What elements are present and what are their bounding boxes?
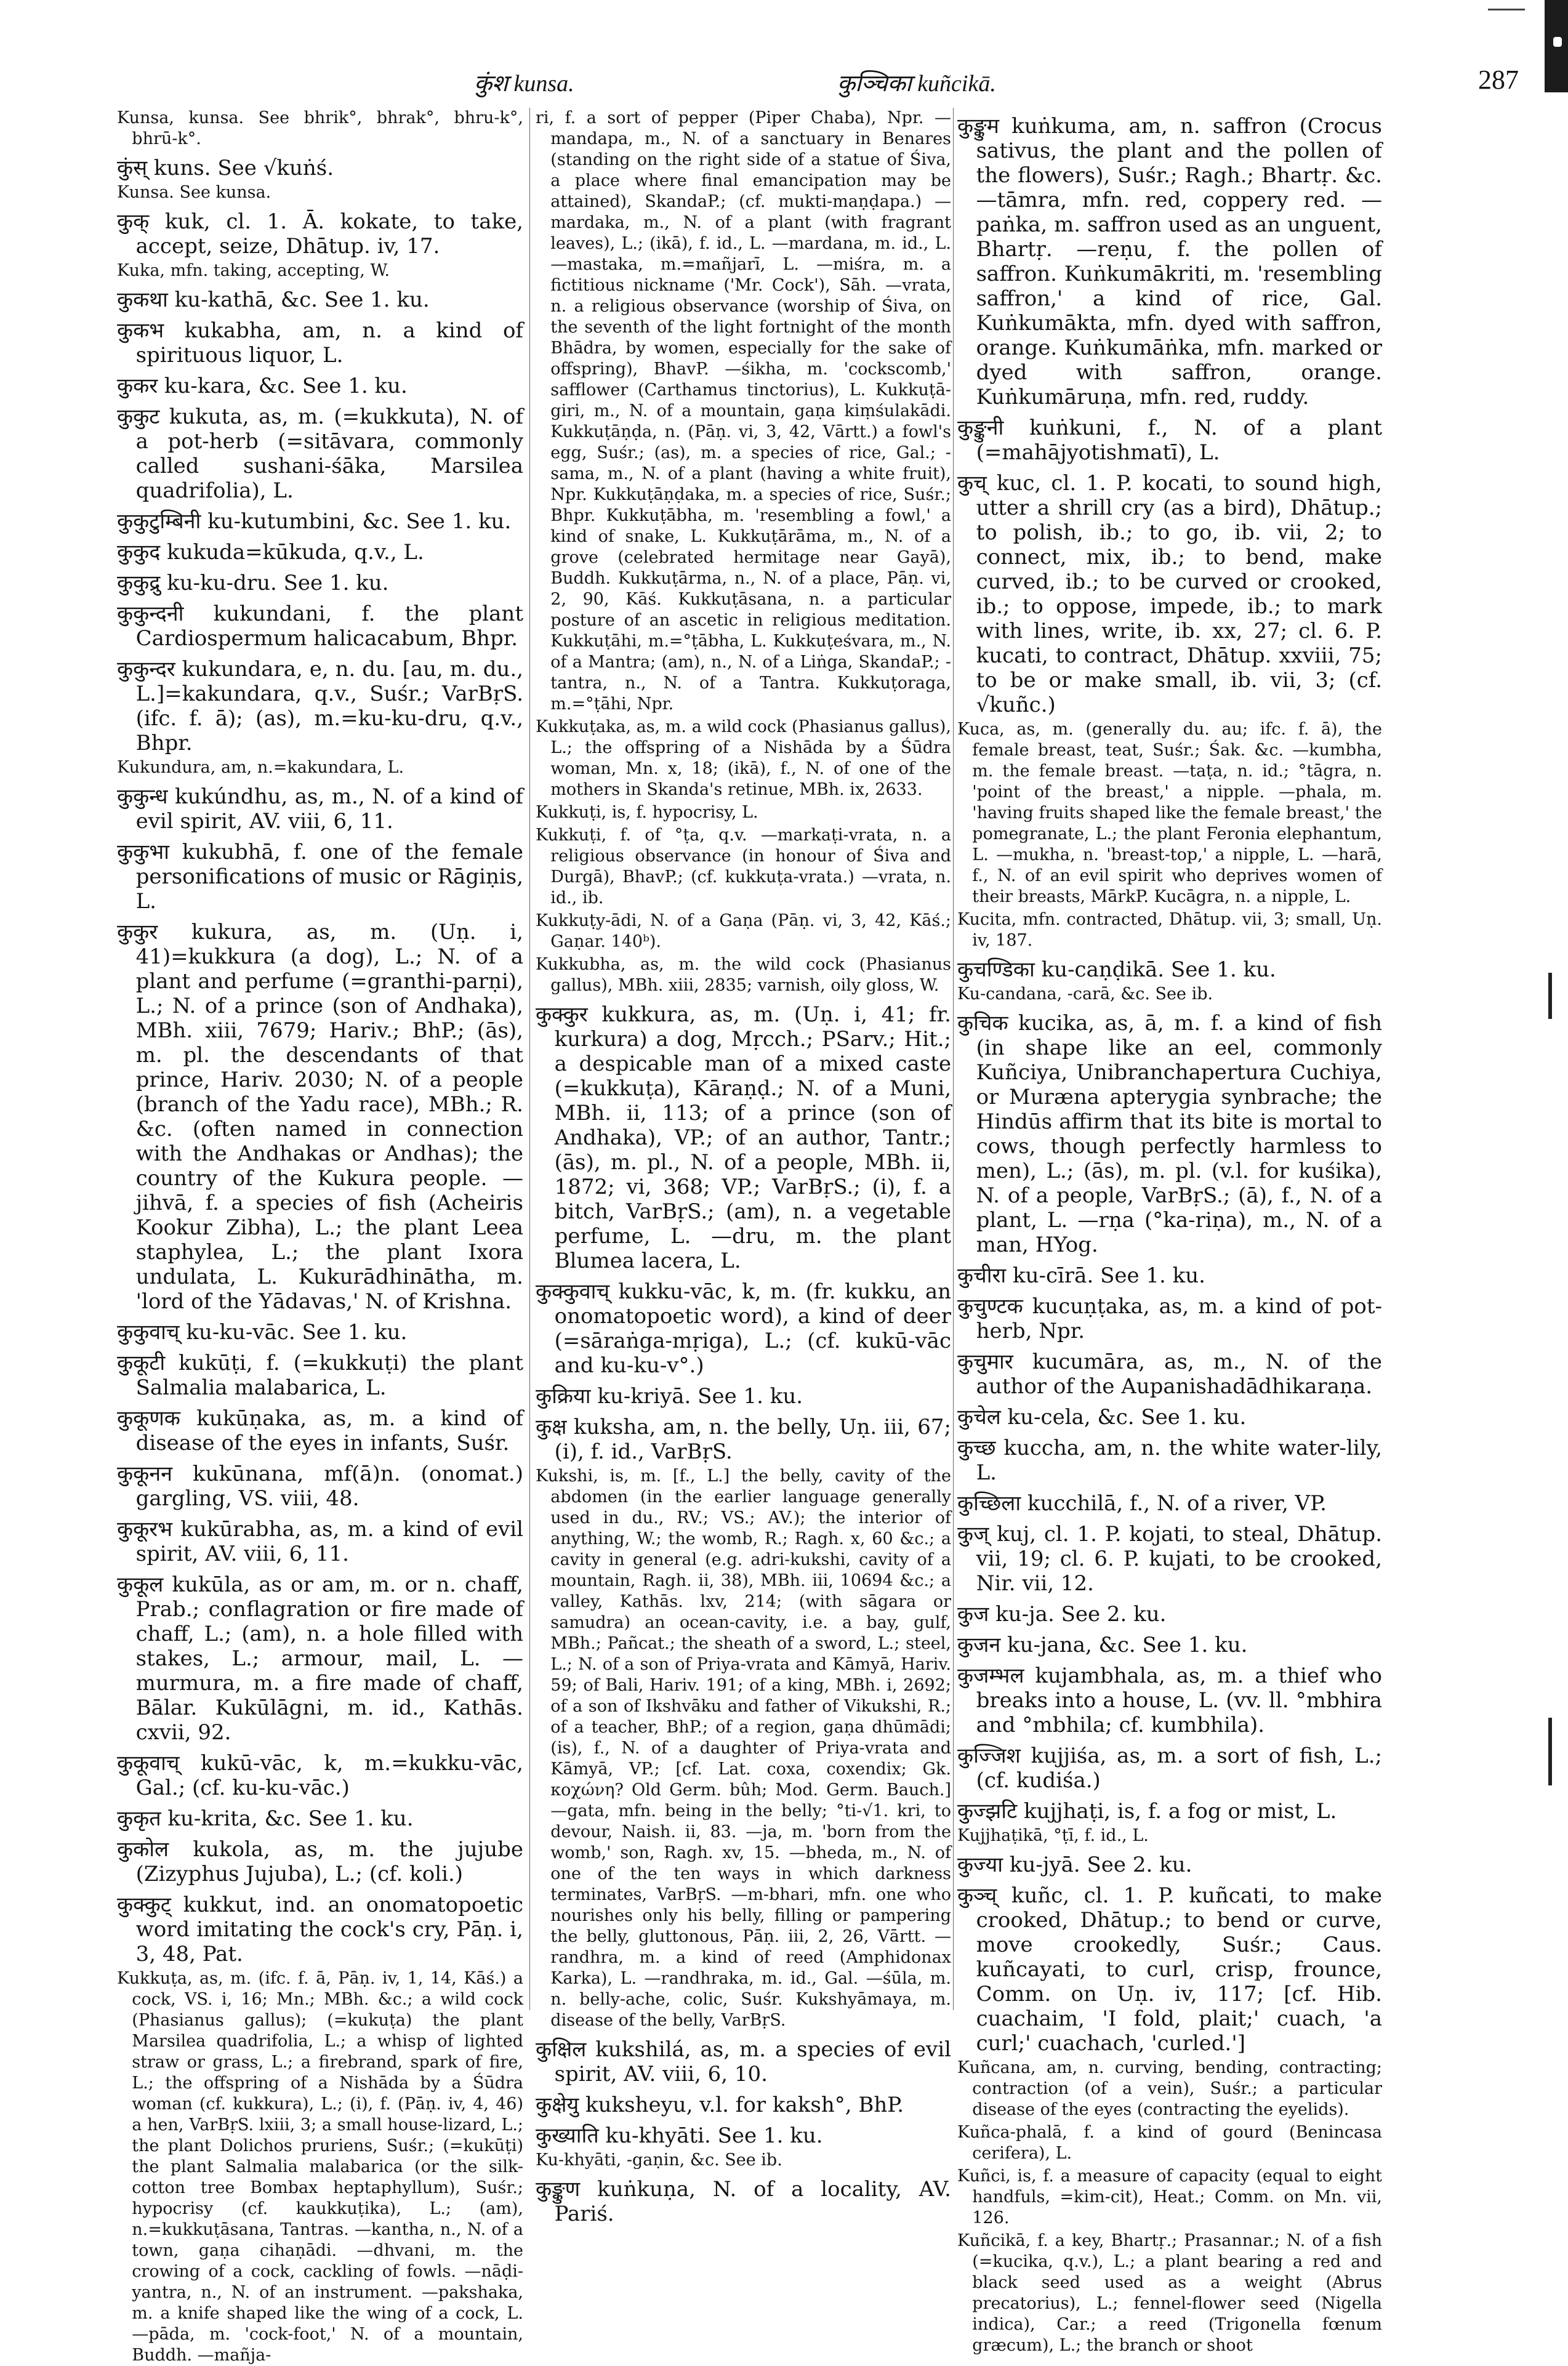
dictionary-entry: कुक्कुवाच् kukku-vāc, k, m. (fr. kukku, an onomatopoetic word), a kind of deer (=sāraṅga-mṛiga), L.; (cf. kukū-vāc and ku-ku-v°.): [536, 1279, 951, 1378]
dictionary-entry: कुच्छ kuccha, am, n. the white water-lily, L.: [957, 1436, 1382, 1485]
dictionary-entry: कुक्षिल kukshilá, as, m. a species of evil spirit, AV. viii, 6, 10.: [536, 2037, 951, 2086]
dictionary-entry: कुज् kuj, cl. 1. P. kojati, to steal, Dhātup. vii, 19; cl. 6. P. kujati, to be crooked, Nir. vii, 12.: [957, 1522, 1382, 1596]
dictionary-entry: कुचीरा ku-cīrā. See 1. ku.: [957, 1263, 1205, 1288]
dictionary-entry: कुकथा ku-kathā, &c. See 1. ku.: [117, 288, 430, 312]
dictionary-entry: कुचुण्टक kucuṇṭaka, as, m. a kind of pot-herb, Npr.: [957, 1294, 1382, 1343]
dictionary-entry: Kukkuṭi, is, f. hypocrisy, L.: [536, 803, 758, 822]
dictionary-entry: कुक्कुर kukkura, as, m. (Uṇ. i, 41; fr. kurkura) a dog, Mṛcch.; PSarv.; Hit.; a despicable man of a mixed caste (=kukkuṭa), Kāraṇḍ.; N. of a Muni, MBh. ii, 113; of a prince (son of Andhaka), VP.; of an author, Tantr.; (ās), m. pl., N. of a people, MBh. ii, 1872; vi, 368; VP.; VarBṛS.; (i), f. a bitch, VarBṛS.; (am), n. a vegetable perfume, L. —dru, m. the plant Blumea lacera, L.: [536, 1002, 951, 1273]
dictionary-entry: कुक्ष kuksha, am, n. the belly, Uṇ. iii, 67; (i), f. id., VarBṛS.: [536, 1415, 951, 1464]
dictionary-entry: कुक्षेयु kuksheyu, v.l. for kaksh°, BhP.: [536, 2093, 904, 2117]
dictionary-entry: Kuñcikā, f. a key, Bhartṛ.; Prasannar.; N. of a fish (=kucika, q.v.), L.; a plant bearing a red and black seed used as a weight (Abrus precatorius), L.; fennel-flower seed (Nigella indica), Car.; a reed (Trigonella fœnum græcum), L.; the branch or shoot: [957, 2231, 1382, 2355]
dictionary-column-3: [957, 108, 1382, 2355]
dictionary-entry: कुचुमार kucumāra, as, m., N. of the author of the Aupanishadādhikaraṇa.: [957, 1350, 1382, 1399]
dictionary-entry: कुकूरभ kukūrabha, as, m. a kind of evil spirit, AV. viii, 6, 11.: [117, 1517, 523, 1566]
dictionary-entry: Kucita, mfn. contracted, Dhātup. vii, 3; small, Uṇ. iv, 187.: [957, 910, 1382, 950]
column-rule: [529, 108, 530, 2010]
dictionary-entry: कुज्झटि kujjhaṭi, is, f. a fog or mist, L.: [957, 1799, 1337, 1824]
scan-edge-line: [1488, 9, 1525, 10]
dictionary-entry: कुकुभा kukubhā, f. one of the female personifications of music or Rāgiṇis, L.: [117, 840, 523, 914]
scan-edge-mark: [1548, 973, 1552, 1019]
dictionary-entry: Kukkubha, as, m. the wild cock (Phasianus gallus), MBh. xiii, 2835; varnish, oily gloss, W.: [536, 955, 951, 995]
dictionary-entry: कुकर ku-kara, &c. See 1. ku.: [117, 374, 408, 398]
dictionary-entry: कुङ्कुनी kuṅkuni, f., N. of a plant (=mahājyotishmatī), L.: [957, 416, 1382, 465]
dictionary-entry: Kunsa. See kunsa.: [117, 183, 271, 202]
dictionary-entry: ri, f. a sort of pepper (Piper Chaba), Npr. —mandapa, m., N. of a sanctuary in Benares (standing on the right side of a statue of Śiva, a place where final emancipation may be attained), SkandaP.; (cf. mukti-maṇḍapa.) —mardaka, m., N. of a plant (with fragrant leaves), L.; (ikā), f. id., L. —mardana, m. id., L. —mastaka, m.=mañjarī, L. —miśra, m. a fictitious nickname ('Mr. Cock'), Sāh. —vrata, n. a religious observance (worship of Śiva, on the seventh of the light fortnight of the month Bhādra, by women, especially for the sake of offspring), BhavP. —śikha, m. 'cockscomb,' safflower (Carthamus tinctorius), L. Kukkuṭā-giri, m., N. of a mountain, gaṇa kiṃśulakādi. Kukkuṭāṇḍa, n. (Pāṇ. vi, 3, 42, Vārtt.) a fowl's egg, Suśr.; (as), m. a species of rice, Gal.; -sama, m., N. of a plant (having a white fruit), Npr. Kukkuṭāṇḍaka, m. a species of rice, Suśr.; Bhpr. Kukkuṭābha, m. 'resembling a fowl,' a kind of snake, L. Kukkuṭārāma, m., N. of a grove (celebrated hermitage near Gayā), Buddh. Kukkuṭārma, n., N. of a place, Pāṇ. vi, 2, 90, Kāś. Kukkuṭāsana, n. a particular posture of an ascetic in religious meditation. Kukkuṭāhi, m.=°ṭābha, L. Kukkuṭeśvara, m., N. of a Mantra; (am), n., N. of a Liṅga, SkandaP.; -tantra, n., N. of a Tantra. Kukkuṭoraga, m.=°ṭāhi, Npr.: [536, 108, 951, 714]
dictionary-entry: कुजम्भल kujambhala, as, m. a thief who breaks into a house, L. (vv. ll. °mbhira and °mbhila; cf. kumbhila).: [957, 1664, 1382, 1737]
dictionary-entry: कुकुर kukura, as, m. (Uṇ. i, 41)=kukkura (a dog), L.; N. of a plant and perfume (=granthi-parṇi), L.; N. of a prince (son of Andhaka), MBh. xiii, 7679; Hariv.; BhP.; (ās), m. pl. the descendants of that prince, Hariv. 2030; N. of a people (branch of the Yadu race), MBh.; R. &c. (often named in connection with the Andhakas or Andhas); the country of the Kukura people. —jihvā, f. a species of fish (Acheiris Kookur Zibha), L.; the plant Leea staphylea, L.; the plant Ixora undulata, L. Kukurādhinātha, m. 'lord of the Yādavas,' N. of Krishna.: [117, 920, 523, 1314]
dictionary-column-2: [536, 108, 951, 2226]
dictionary-entry: Ku-candana, -carā, &c. See ib.: [957, 984, 1213, 1004]
scan-edge-mark: [1545, 0, 1568, 92]
dictionary-entry: Kuñcana, am, n. curving, bending, contracting; contraction (of a vein), Suśr.; a particular disease of the eyes (contracting the eyelids).: [957, 2058, 1382, 2119]
dictionary-entry: Kujjhaṭikā, °ṭī, f. id., L.: [957, 1826, 1149, 1845]
dictionary-entry: Kuñci, is, f. a measure of capacity (equal to eight handfuls, =kim-cit), Heat.; Comm. on Mn. vii, 126.: [957, 2167, 1382, 2227]
dictionary-entry: कुचण्डिका ku-caṇḍikā. See 1. ku.: [957, 957, 1276, 982]
dictionary-entry: Kukkuṭi, f. of °ṭa, q.v. —markaṭi-vrata, n. a religious observance (in honour of Śiva and Durgā), BhavP.; (cf. kukkuṭa-vrata.) —vrata, n. id., ib.: [536, 826, 951, 907]
dictionary-entry: कुकुटुम्बिनी ku-kutumbini, &c. See 1. ku.: [117, 509, 512, 534]
dictionary-entry: कुख्याति ku-khyāti. See 1. ku.: [536, 2123, 823, 2148]
dictionary-entry: Kunsa, kunsa. See bhrik°, bhrak°, bhru-k°, bhrū-k°.: [117, 108, 523, 148]
dictionary-entry: Kukkuṭy-ādi, N. of a Gaṇa (Pāṇ. vi, 3, 42, Kāś.; Gaṇar. 140ᵇ).: [536, 911, 951, 951]
dictionary-entry: कुकृत ku-krita, &c. See 1. ku.: [117, 1806, 414, 1831]
dictionary-entry: कुकुन्दनी kukundani, f. the plant Cardiospermum halicacabum, Bhpr.: [117, 602, 523, 651]
dictionary-entry: Kukshi, is, m. [f., L.] the belly, cavity of the abdomen (in the earlier language generally used in du., RV.; VS.; AV.); the interior of anything, W.; the womb, R.; Ragh. x, 60 &c.; a cavity in general (e.g. adri-kukshi, cavity of a mountain, Ragh. ii, 38), MBh. iii, 10694 &c.; a valley, Kathās. lxv, 214; (with sāgara or samudra) an ocean-cavity, i.e. a bay, gulf, MBh.; Pañcat.; the sheath of a sword, L.; steel, L.; N. of a son of Priya-vrata and Kāmyā, Hariv. 59; of Bali, Hariv. 191; of a king, MBh. i, 2692; of a son of Ikshvāku and father of Vikukshi, R.; of a teacher, BhP.; of a region, gaṇa dhūmādi; (is), f., N. of a daughter of Priya-vrata and Kāmyā, VP.; [cf. Lat. coxa, coxendix; Gk. κοχώνη? Old Germ. bûh; Mod. Germ. Bauch.] —gata, mfn. being in the belly; °ti-√1. kri, to devour, Naish. ii, 83. —ja, m. 'born from the womb,' son, Ragh. xv, 15. —bheda, m., N. of one of the ten ways in which darkness terminates, VarBṛS. —m-bhari, mfn. one who nourishes only his belly, filling or pampering the belly, gluttonous, Pāṇ. iii, 2, 26, Vārtt. —randhra, m. a kind of reed (Amphidonax Karka), L. —randhraka, m. id., Gal. —śūla, m. n. belly-ache, colic, Suśr. Kukshyāmaya, m. disease of the belly, VarBṛS.: [536, 1467, 951, 2030]
dictionary-entry: कुचेल ku-cela, &c. See 1. ku.: [957, 1405, 1247, 1430]
dictionary-entry: कुज्जिश kujjiśa, as, m. a sort of fish, L.; (cf. kudiśa.): [957, 1744, 1382, 1793]
dictionary-entry: कुङ्कुम kuṅkuma, am, n. saffron (Crocus sativus, the plant and the pollen of the flowers), Suśr.; Ragh.; Bhartṛ. &c. —tāmra, mfn. red, coppery red. —paṅka, m. saffron used as an unguent, Bhartṛ. —reṇu, f. the pollen of saffron. Kuṅkumākriti, m. 'resembling saffron,' a kind of rice, Gal. Kuṅkumākta, mfn. dyed with saffron, orange. Kuṅkumāṅka, mfn. marked or dyed with saffron, orange. Kuṅkumāruṇa, mfn. red, ruddy.: [957, 114, 1382, 409]
dictionary-entry: कुच् kuc, cl. 1. P. kocati, to sound high, utter a shrill cry (as a bird), Dhātup.; to polish, ib.; to go, ib. vii, 2; to connect, mix, ib.; to bend, make curved, ib.; to be curved or crooked, ib.; to oppose, impede, ib.; to mark with lines, write, ib. xx, 27; cl. 6. P. kucati, to contract, Dhātup. xxviii, 75; to be or make small, ib. vii, 3; (cf. √kuñc.): [957, 471, 1382, 717]
dictionary-entry: कुञ्च् kuñc, cl. 1. P. kuñcati, to make crooked, Dhātup.; to bend or curve, move crookedly, Suśr.; Caus. kuñcayati, to curl, crisp, frounce, Comm. on Uṇ. iv, 117; [cf. Hib. cuachaim, 'I fold, plait;' cuach, 'a curl;' cuachach, 'curled.']: [957, 1883, 1382, 2056]
dictionary-entry: Kuka, mfn. taking, accepting, W.: [117, 261, 390, 280]
dictionary-entry: कुकूल kukūla, as or am, m. or n. chaff, Prab.; conflagration or fire made of chaff, L.; (am), n. a hole filled with stakes, L.; armour, mail, L. —murmura, m. a fire made of chaff, Bālar. Kukūlāgni, m. id., Kathās. cxvii, 92.: [117, 1572, 523, 1745]
dictionary-entry: कुकुद्रु ku-ku-dru. See 1. ku.: [117, 571, 389, 595]
dictionary-entry: कुजन ku-jana, &c. See 1. ku.: [957, 1633, 1248, 1657]
dictionary-entry: कुकूटी kukūṭi, f. (=kukkuṭi) the plant Salmalia malabarica, L.: [117, 1351, 523, 1400]
dictionary-entry: कुकुन्ध kukúndhu, as, m., N. of a kind of evil spirit, AV. viii, 6, 11.: [117, 784, 523, 834]
dictionary-entry: कुकुवाच् ku-ku-vāc. See 1. ku.: [117, 1320, 408, 1345]
dictionary-entry: Kukkuṭaka, as, m. a wild cock (Phasianus gallus), L.; the offspring of a Nishāda by a Śūdra woman, Mn. x, 18; (ikā), f., N. of one of the mothers in Skanda's retinue, MBh. ix, 2633.: [536, 717, 951, 799]
dictionary-entry: कुकभ kukabha, am, n. a kind of spirituous liquor, L.: [117, 318, 523, 368]
dictionary-entry: Kukundura, am, n.=kakundara, L.: [117, 758, 404, 777]
dictionary-entry: कुक् kuk, cl. 1. Ā. kokate, to take, accept, seize, Dhātup. iv, 17.: [117, 209, 523, 259]
running-header: [129, 65, 1519, 103]
dictionary-entry: कुक्कुट् kukkut, ind. an onomatopoetic word imitating the cock's cry, Pāṇ. i, 3, 48, Pat.: [117, 1893, 523, 1966]
dictionary-entry: कुच्छिला kucchilā, f., N. of a river, VP.: [957, 1491, 1327, 1516]
dictionary-entry: कुकुन्दर kukundara, e, n. du. [au, m. du., L.]=kakundara, q.v., Suśr.; VarBṛS. (ifc. f. ā); (as), m.=ku-ku-dru, q.v., Bhpr.: [117, 657, 523, 755]
dictionary-entry: कुज्या ku-jyā. See 2. ku.: [957, 1853, 1192, 1877]
dictionary-entry: कुकूनन kukūnana, mf(ā)n. (onomat.) gargling, VS. viii, 48.: [117, 1462, 523, 1511]
dictionary-entry: कुकूवाच् kukū-vāc, k, m.=kukku-vāc, Gal.; (cf. ku-ku-vāc.): [117, 1751, 523, 1800]
scan-edge-mark: [1548, 1718, 1552, 1785]
header-left-word: कुंश kunsa.: [474, 71, 574, 97]
punch-hole: [1553, 37, 1562, 47]
dictionary-entry: Kukkuṭa, as, m. (ifc. f. ā, Pāṇ. iv, 1, 14, Kāś.) a cock, VS. i, 16; Mn.; MBh. &c.; a wild cock (Phasianus gallus); (=kukuṭa) the plant Marsilea quadrifolia, L.; a whisp of lighted straw or grass, L.; a firebrand, spark of fire, L.; the offspring of a Nishāda by a Śūdra woman (cf. kukkura), L.; (i), f. (Pāṇ. iv, 4, 46) a hen, VarBṛS. lxiii, 3; a small house-lizard, L.; the plant Dolichos pruriens, Suśr.; (=kukūṭi) the plant Salmalia malabarica (or the silk-cotton tree Bombax heptaphyllum), Suśr.; hypocrisy (cf. kaukkuṭika), L.; (am), n.=kukkuṭāsana, Tantras. —kantha, n., N. of a town, gaṇa cihaṇādi. —dhvani, m. the crowing of a cock, cackling of fowls. —nāḍi-yantra, n., N. of an instrument. —pakshaka, m. a knife shaped like the wing of a cock, L. —pāda, m. 'cock-foot,' N. of a mountain, Buddh. —mañja-: [117, 1969, 523, 2365]
dictionary-entry: कुज ku-ja. See 2. ku.: [957, 1602, 1167, 1627]
dictionary-entry: Kuca, as, m. (generally du. au; ifc. f. ā), the female breast, teat, Suśr.; Śak. &c. —kumbha, m. the female breast. —taṭa, n. id.; °tāgra, n. 'point of the breast,' a nipple. —phala, m. 'having fruits shaped like the female breast,' the pomegranate, L.; the plant Feronia elephantum, L. —mukha, n. 'breast-top,' a nipple, L. —harā, f., N. of an evil spirit who deprives women of their breasts, MārkP. Kucāgra, n. a nipple, L.: [957, 720, 1382, 906]
dictionary-entry: कुकुद kukuda=kūkuda, q.v., L.: [117, 540, 424, 565]
page-number: 287: [1478, 65, 1519, 95]
dictionary-entry: कुङ्कुण kuṅkuṇa, N. of a locality, AV. Pariś.: [536, 2177, 951, 2226]
dictionary-entry: कुकूणक kukūṇaka, as, m. a kind of disease of the eyes in infants, Suśr.: [117, 1406, 523, 1455]
header-middle-word: कुञ्चिका kuñcikā.: [837, 71, 996, 97]
dictionary-entry: कुकुट kukuta, as, m. (=kukkuta), N. of a pot-herb (=sitāvara, commonly called sushani-śāka, Marsilea quadrifolia), L.: [117, 404, 523, 503]
column-rule: [953, 108, 954, 2010]
dictionary-entry: Kuñca-phalā, f. a kind of gourd (Benincasa cerifera), L.: [957, 2123, 1382, 2163]
dictionary-entry: Ku-khyāti, -gaṇin, &c. See ib.: [536, 2151, 782, 2170]
dictionary-entry: कुंस् kuns. See √kuṅś.: [117, 156, 334, 180]
dictionary-entry: कुचिक kucika, as, ā, m. f. a kind of fish (in shape like an eel, commonly Kuñciya, Unibranchapertura Cuchiya, or Murænа apterygia synbrache; the Hindūs affirm that its bite is mortal to cows, though perfectly harmless to men), L.; (ās), m. pl. (v.l. for kuśika), N. of a people, VarBṛS.; (ā), f., N. of a plant, L. —rṇa (°ka-riṇa), m., N. of a man, HYog.: [957, 1011, 1382, 1257]
dictionary-entry: कुक्रिया ku-kriyā. See 1. ku.: [536, 1384, 803, 1409]
dictionary-entry: कुकोल kukola, as, m. the jujube (Zizyphus Jujuba), L.; (cf. koli.): [117, 1837, 523, 1886]
dictionary-column-1: [117, 108, 523, 2365]
